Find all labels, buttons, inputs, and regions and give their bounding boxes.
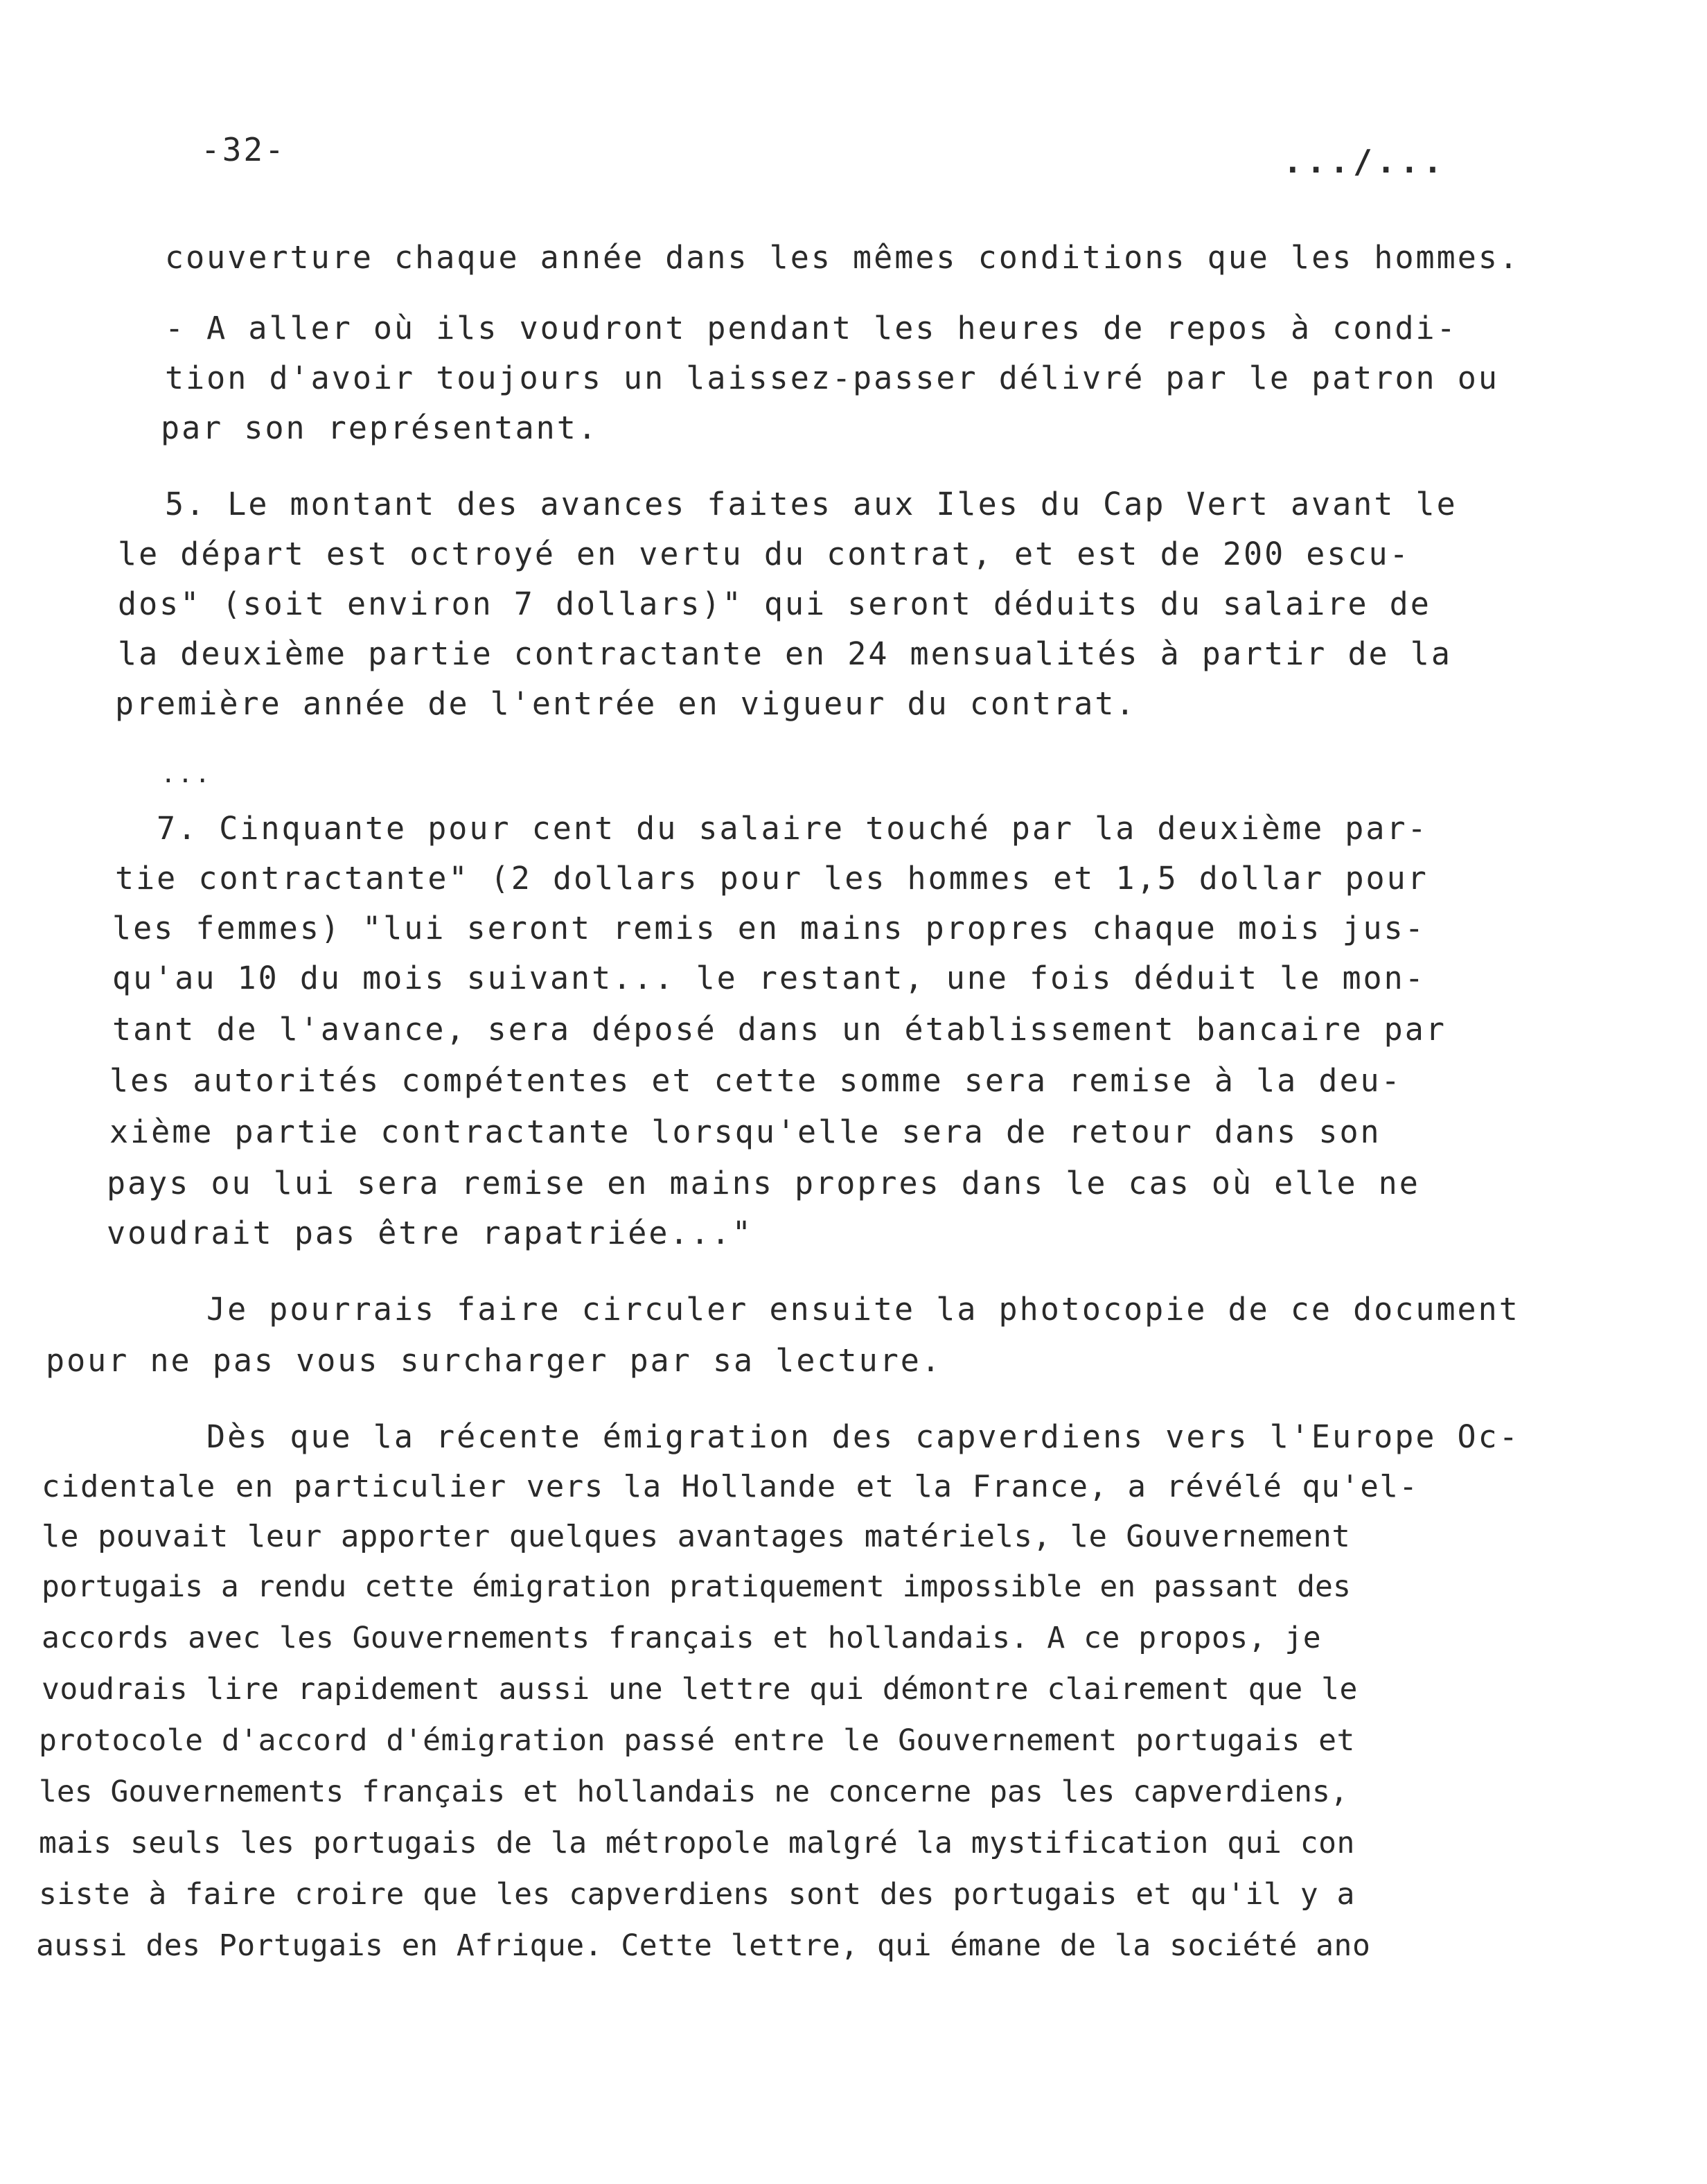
text-line: qu'au 10 du mois suivant... le restant, une fois déduit le mon- [112,960,1426,996]
text-line: le pouvait leur apporter quelques avantages matériels, le Gouvernement [42,1519,1351,1554]
text-line: portugais a rendu cette émigration pratiquement impossible en passant des [42,1569,1351,1604]
continuation-mark: .../... [1283,143,1447,180]
text-line: - A aller où ils voudront pendant les heures de repos à condi- [165,310,1458,346]
text-line: protocole d'accord d'émigration passé entre le Gouvernement portugais et [39,1723,1355,1758]
text-line: les autorités compétentes et cette somme sera remise à la deu- [109,1062,1402,1099]
text-line: Dès que la récente émigration des capverdiens vers l'Europe Oc- [206,1418,1520,1455]
text-line: tant de l'avance, sera déposé dans un établissement bancaire par [112,1011,1447,1048]
text-line: les Gouvernements français et hollandais ne concerne pas les capverdiens, [39,1774,1348,1809]
text-line: dos" (soit environ 7 dollars)" qui seront déduits du salaire de [118,585,1431,622]
text-line: Je pourrais faire circuler ensuite la photocopie de ce document [206,1291,1520,1328]
text-line: tion d'avoir toujours un laissez-passer délivré par le patron ou [165,360,1499,396]
text-line: voudrais lire rapidement aussi une lettre qui démontre clairement que le [42,1672,1358,1707]
text-line: tie contractante" (2 dollars pour les hommes et 1,5 dollar pour [115,860,1429,897]
ellipsis-line: ... [161,760,213,789]
text-line: couverture chaque année dans les mêmes conditions que les hommes. [165,239,1520,276]
text-line: siste à faire croire que les capverdiens sont des portugais et qu'il y a [39,1877,1355,1912]
text-line: pour ne pas vous surcharger par sa lecture. [46,1342,942,1379]
text-line: le départ est octroyé en vertu du contrat, et est de 200 escu- [118,536,1410,572]
text-line: 7. Cinquante pour cent du salaire touché par la deuxième par- [157,810,1429,847]
text-line: accords avec les Gouvernements français et hollandais. A ce propos, je [42,1621,1322,1655]
text-line: première année de l'entrée en vigueur du contrat. [115,685,1137,722]
page-number: -32- [201,131,286,168]
text-line: par son représentant. [161,410,599,446]
text-line: aussi des Portugais en Afrique. Cette lettre, qui émane de la société ano [36,1928,1371,1963]
text-line: les femmes) "lui seront remis en mains propres chaque mois jus- [112,910,1426,946]
text-line: mais seuls les portugais de la métropole malgré la mystification qui con [39,1826,1355,1860]
text-line: xième partie contractante lorsqu'elle sera de retour dans son [109,1113,1381,1150]
text-line: cidentale en particulier vers la Hollande et la France, a révélé qu'el- [42,1469,1419,1504]
text-line: 5. Le montant des avances faites aux Iles du Cap Vert avant le [165,486,1458,522]
text-line: la deuxième partie contractante en 24 mensualités à partir de la [118,635,1452,672]
text-line: pays ou lui sera remise en mains propres dans le cas où elle ne [107,1165,1420,1201]
text-line: voudrait pas être rapatriée..." [107,1215,753,1251]
